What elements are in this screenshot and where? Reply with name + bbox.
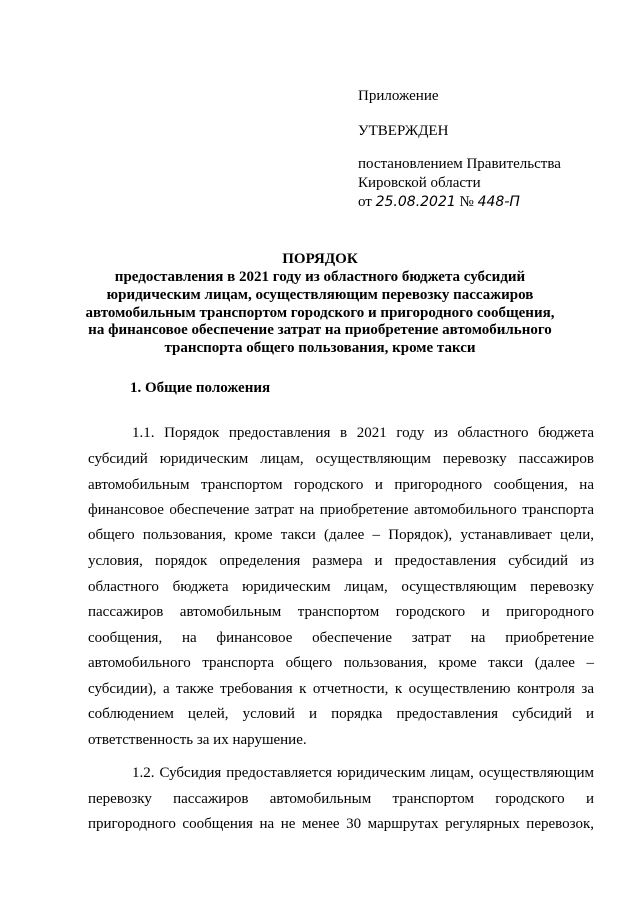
paragraph-line: сообщения, на финансовое обеспечение затрат на приобретение xyxy=(88,630,594,646)
paragraph-line: ответственность за их нарушение. xyxy=(88,732,307,748)
title-line-5: транспорта общего пользования, кроме такси xyxy=(164,340,476,356)
paragraph-line: субсидий юридическим лицам, осуществляющим перевозку пассажиров xyxy=(88,451,594,467)
appendix-label: Приложение xyxy=(358,88,439,104)
decree-line-2: Кировской области xyxy=(358,175,481,191)
decree-date-line xyxy=(358,195,520,210)
paragraph-line: субсидии), а также требования к отчетности, к осуществлению контроля за xyxy=(88,681,594,697)
title-line-1: предоставления в 2021 году из областного бюджета субсидий xyxy=(114,269,526,285)
paragraph-line: условия, порядок определения размера и предоставления субсидий из xyxy=(88,553,594,569)
paragraph-line: перевозку пассажиров автомобильным транспортом городского и xyxy=(88,791,594,807)
paragraph-line: финансовое обеспечение затрат на приобретение автомобильного транспорта xyxy=(88,502,594,518)
paragraph-line: пассажиров автомобильным транспортом городского и пригородного xyxy=(88,604,594,620)
paragraph-line: автомобильным транспортом городского и пригородного сообщения, на xyxy=(88,477,594,493)
paragraph-line: соблюдением целей, условий и порядка предоставления субсидий и xyxy=(88,706,594,722)
title-line-3: автомобильным транспортом городского и пригородного сообщения, xyxy=(85,305,555,321)
handwritten-number: 448-П xyxy=(477,194,520,210)
title-line-2: юридическим лицам, осуществляющим перевозку пассажиров xyxy=(106,287,534,303)
document-title: ПОРЯДОК xyxy=(282,251,358,267)
title-line-4: на финансовое обеспечение затрат на приобретение автомобильного xyxy=(88,322,552,338)
paragraph-line: 1.1. Порядок предоставления в 2021 году из областного бюджета xyxy=(132,425,594,441)
paragraph-line: пригородного сообщения на не менее 30 маршрутах регулярных перевозок, xyxy=(88,816,594,832)
paragraph-line: областного бюджета юридическим лицам, осуществляющим перевозку xyxy=(88,579,594,595)
approved-label: УТВЕРЖДЕН xyxy=(358,123,449,139)
number-sign: № xyxy=(459,194,474,210)
paragraph-line: автомобильного транспорта общего пользования, кроме такси (далее – xyxy=(88,655,594,671)
section-heading: 1. Общие положения xyxy=(130,380,271,396)
handwritten-date: 25.08.2021 xyxy=(375,194,456,210)
decree-line-1: постановлением Правительства xyxy=(358,156,561,172)
paragraph-line: общего пользования, кроме такси (далее – Порядок), устанавливает цели, xyxy=(88,527,594,543)
date-prefix: от xyxy=(358,194,372,210)
paragraph-line: 1.2. Субсидия предоставляется юридическим лицам, осуществляющим xyxy=(132,765,594,781)
